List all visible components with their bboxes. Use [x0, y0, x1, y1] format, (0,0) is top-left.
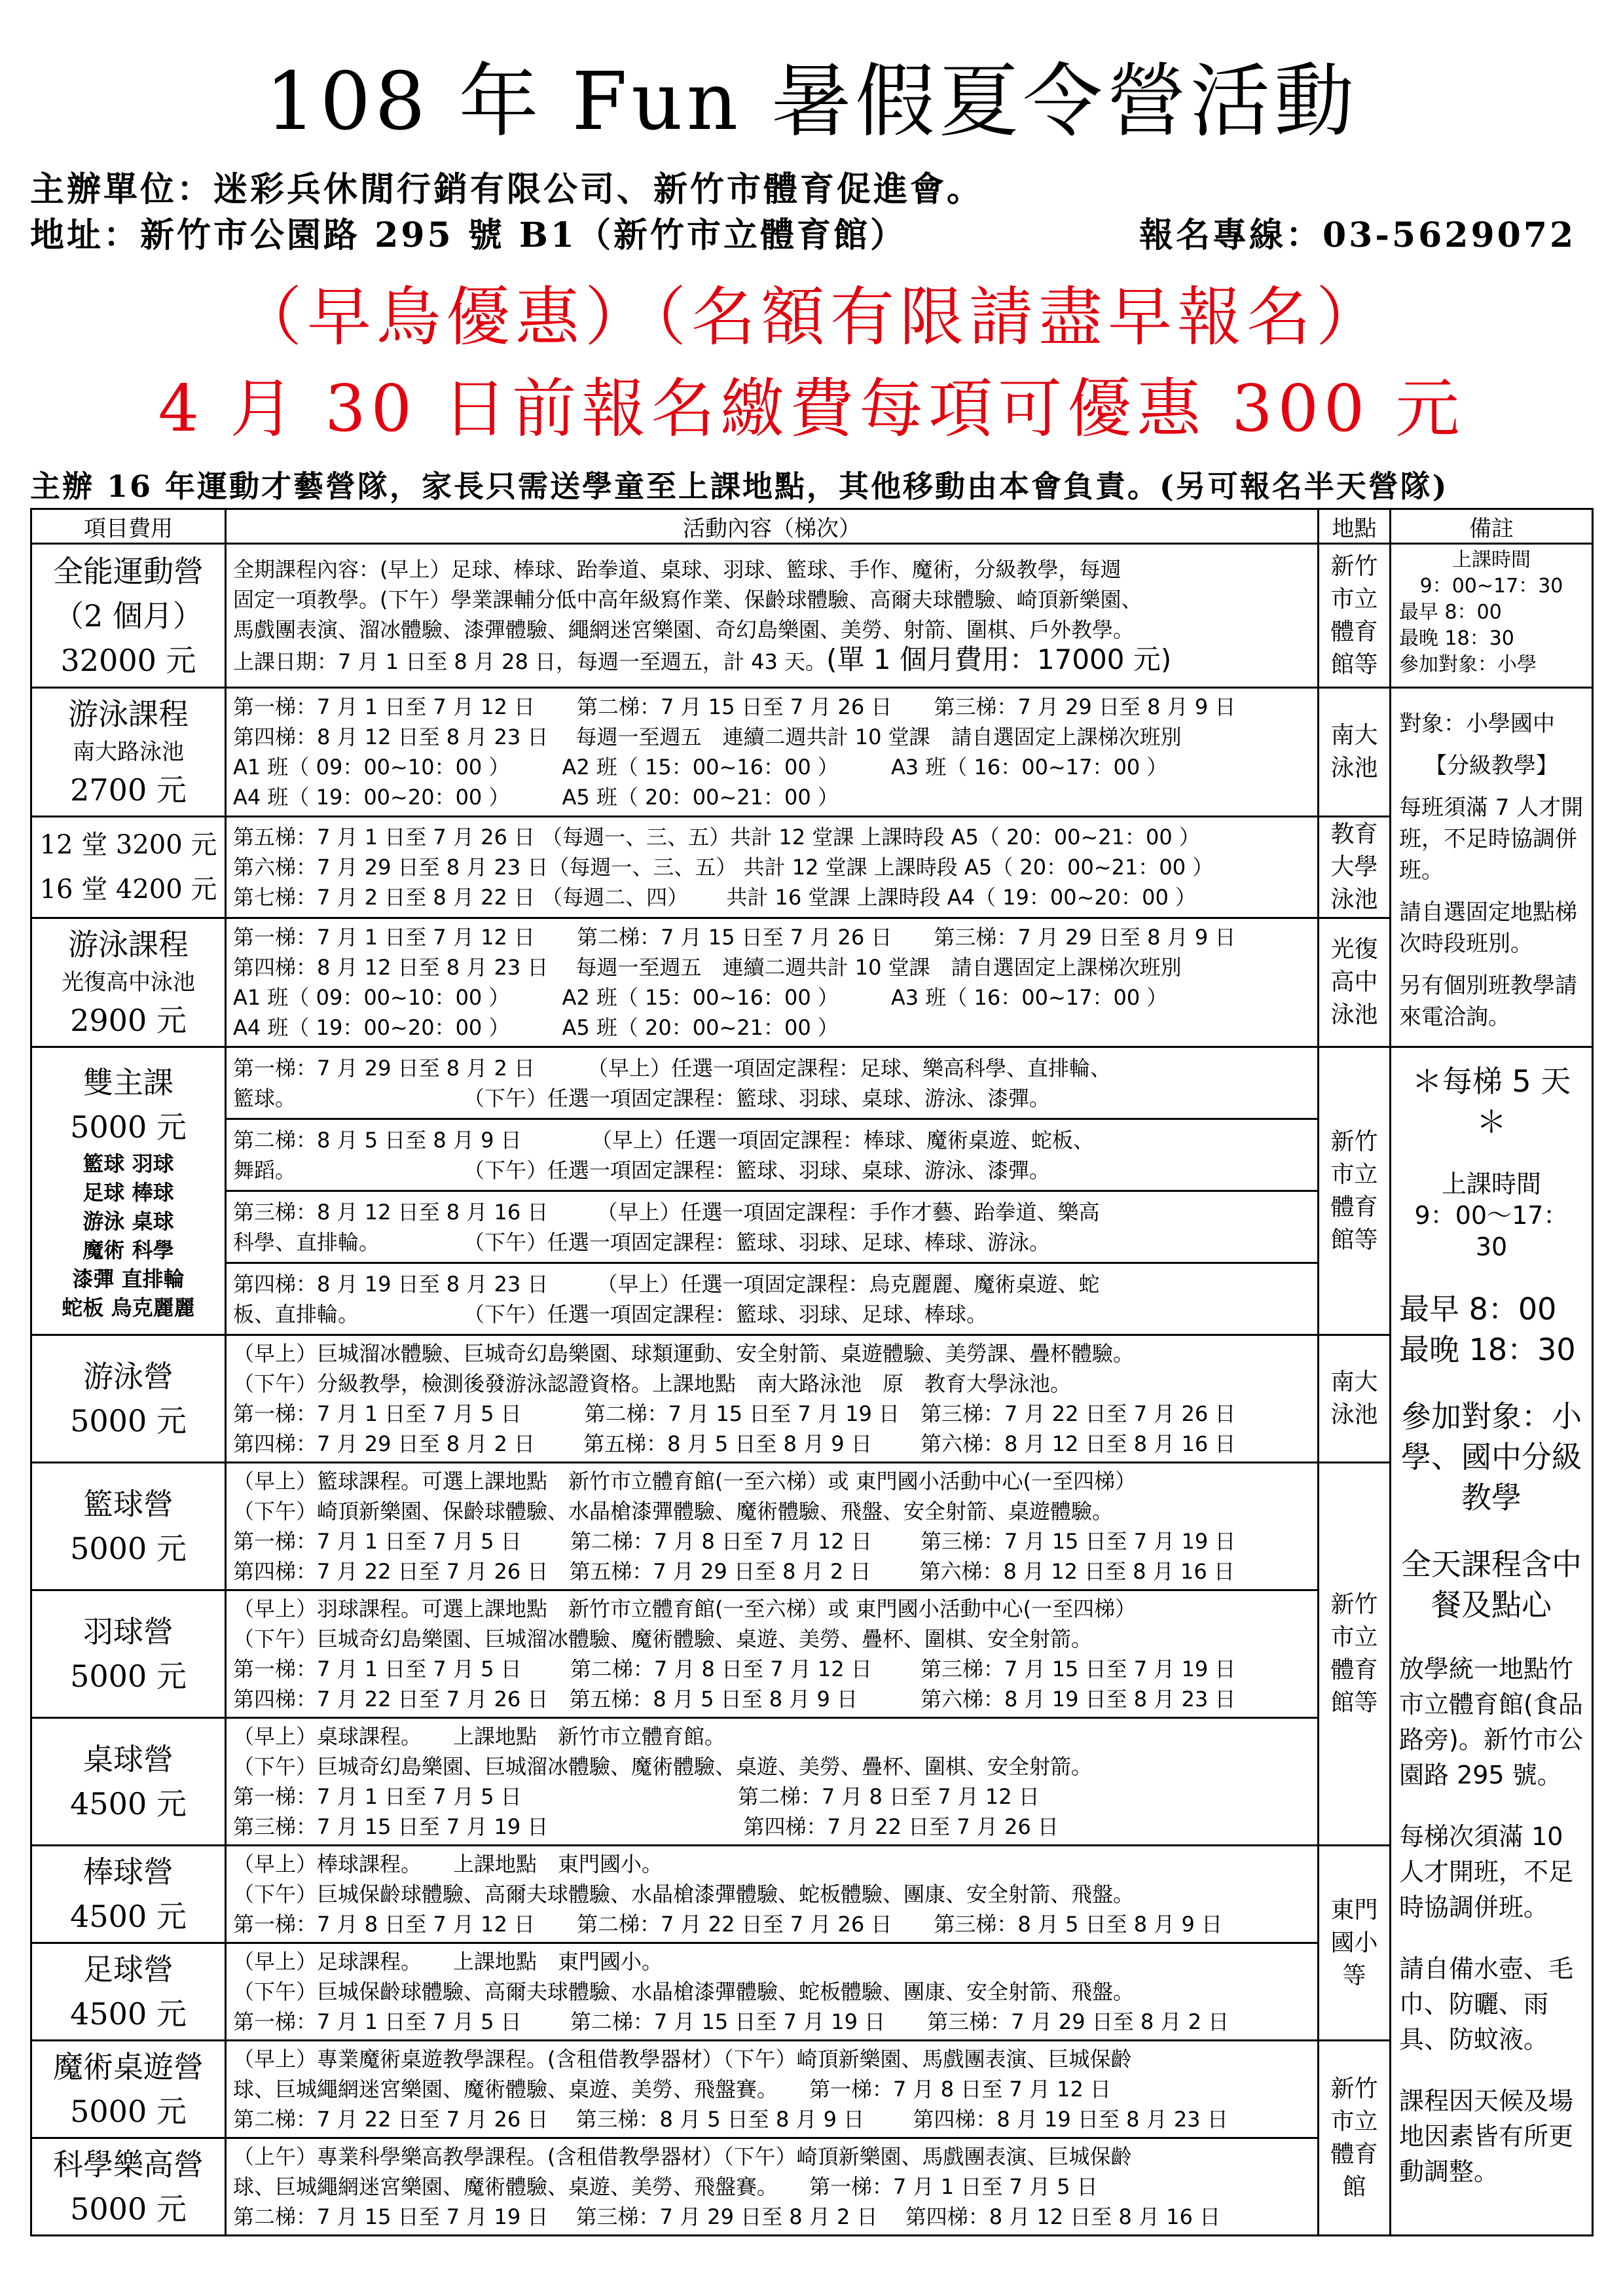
item-cell [31, 1463, 226, 1590]
item-name: 游泳課程 [68, 696, 189, 732]
content-line: （早上）專業魔術桌遊教學課程。(含租借教學器材）（下午）崎頂新樂園、馬戲團表演、巨城保齡 [233, 2047, 1132, 2072]
content-cell [226, 2041, 1319, 2138]
item-price: 32000 元 [60, 642, 196, 678]
item-cell [31, 817, 226, 918]
location-cell: 光復高中泳池 [1319, 918, 1391, 1047]
content-line: 固定一項教學。(下午）學業課輔分低中高年級寫作業、保齡球體驗、高爾夫球體驗、崎頂新樂園、 [233, 587, 1142, 612]
camp-note-cell [1391, 1047, 1593, 2236]
item-option: 籃球 羽球 [82, 1151, 174, 1176]
item-price: 4500 元 [70, 1899, 187, 1934]
content-cell [226, 918, 1319, 1047]
table-row [31, 544, 1593, 688]
item-option: 漆彈 直排輪 [72, 1266, 185, 1291]
content-line: 第一梯：7 月 1 日至 7 月 5 日 第二梯：7 月 8 日至 7 月 12 日 第三梯：7 月 15 日至 7 月 19 日 [233, 1657, 1236, 1681]
content-line: 第六梯：7 月 29 日至 8 月 23 日（每週一、三、五） 共計 12 堂課 上課時段 A5（ 20：00~21：00 ） [233, 854, 1214, 880]
note-line: 9：00~17：30 [1419, 575, 1563, 598]
content-line: （早上）籃球課程。可選上課地點 新竹市立體育館(一至六梯）或 東門國小活動中心(一至四梯） [233, 1469, 1137, 1494]
note-line: 另有個別班教學請來電洽詢。 [1399, 973, 1577, 1030]
note-weather: 課程因天候及場地因素皆有所更動調整。 [1399, 2087, 1574, 2186]
content-line: 第一梯：7 月 1 日至 7 月 5 日 第二梯：7 月 8 日至 7 月 12 日 [233, 1784, 1040, 1809]
content-line: 第七梯：7 月 2 日至 8 月 22 日 （每週二、四） 共計 16 堂課 上課時段 A4（ 19：00~20：00 ） [233, 884, 1197, 910]
content-cell [226, 1943, 1319, 2041]
item-name: 籃球營 [83, 1486, 173, 1522]
content-cell [226, 1846, 1319, 1943]
content-line: （下午）巨城保齡球體驗、高爾夫球體驗、水晶槍漆彈體驗、蛇板體驗、團康、安全射箭、飛盤。 [233, 1882, 1135, 1907]
content-cell [226, 1047, 1319, 1119]
content-line: 球、巨城繩網迷宮樂園、魔術體驗、桌遊、美勞、飛盤賽。 第一梯：7 月 1 日至 7 月 5 日 [233, 2174, 1098, 2199]
note-cell [1391, 688, 1593, 1047]
table-row [31, 1846, 1593, 1943]
content-cell [226, 1263, 1319, 1335]
content-line: 第三梯：8 月 12 日至 8 月 16 日 （早上）任選一項固定課程：手作才藝、跆拳道、樂高 [233, 1199, 1100, 1225]
table-row [31, 1463, 1593, 1590]
note-target: 參加對象：小學、國中分級教學 [1401, 1399, 1582, 1515]
note-pickup: 放學統一地點竹市立體育館(食品路旁)。新竹市公園路 295 號。 [1399, 1655, 1583, 1789]
item-price: 2900 元 [70, 1002, 187, 1038]
item-name: 游泳營 [83, 1359, 173, 1394]
item-cell [31, 2041, 226, 2138]
item-option: 游泳 桌球 [82, 1208, 174, 1234]
content-line: 上課日期：7 月 1 日至 8 月 28 日，每週一至週五，計 43 天。 [233, 649, 827, 674]
content-cell [226, 817, 1319, 918]
content-line: 第四梯：8 月 12 日至 8 月 23 日 每週一至週五 連續二週共計 10 堂課 請自選固定上課梯次班別 [233, 954, 1182, 980]
content-line: （早上）羽球課程。可選上課地點 新竹市立體育館(一至六梯）或 東門國小活動中心(一至四梯） [233, 1596, 1137, 1621]
note-min: 每梯次須滿 10 人才開班，不足時協調併班。 [1399, 1822, 1574, 1922]
content-line: （下午）崎頂新樂園、保齡球體驗、水晶槍漆彈體驗、魔術體驗、飛盤、安全射箭、桌遊體驗。 [233, 1499, 1114, 1524]
item-price: 4500 元 [70, 1786, 187, 1821]
content-cell [226, 2138, 1319, 2236]
item-price: 5000 元 [70, 1531, 187, 1566]
hotline-text: 報名專線：03-5629072 [1139, 215, 1577, 255]
item-name: 游泳課程 [68, 926, 189, 962]
content-cell [226, 1463, 1319, 1590]
item-name: 科學樂高營 [53, 2147, 204, 2182]
note-line: 參加對象：小學 [1399, 653, 1537, 676]
item-cell [31, 2138, 226, 2236]
content-line: 第二梯：8 月 5 日至 8 月 9 日 （早上）任選一項固定課程：棒球、魔術桌遊、蛇板、 [233, 1127, 1094, 1153]
table-row [31, 1335, 1593, 1463]
item-cell [31, 688, 226, 817]
item-cell [31, 1718, 226, 1846]
item-duration: （2 個月） [54, 598, 203, 634]
item-name: 魔術桌遊營 [53, 2049, 204, 2085]
content-cell [226, 1191, 1319, 1263]
note-early: 最早 8：00 [1399, 1291, 1557, 1327]
item-place: 光復高中泳池 [62, 969, 195, 996]
note-time-label: 上課時間 [1441, 1170, 1541, 1198]
item-name: 足球營 [83, 1952, 173, 1987]
item-option: 魔術 科學 [82, 1237, 174, 1263]
content-cell [226, 688, 1319, 817]
content-line: 第一梯：7 月 1 日至 7 月 12 日 第二梯：7 月 15 日至 7 月 26 日 第三梯：7 月 29 日至 8 月 9 日 [233, 924, 1236, 950]
item-name: 桌球營 [83, 1742, 173, 1777]
content-line: （早上）棒球課程。 上課地點 東門國小。 [233, 1852, 663, 1876]
item-price: 5000 元 [70, 2094, 187, 2129]
content-line: 科學、直排輪。 （下午）任選一項固定課程：籃球、羽球、足球、棒球、游泳。 [233, 1229, 1051, 1255]
content-cell [226, 1718, 1319, 1846]
content-line: 第四梯：7 月 22 日至 7 月 26 日 第五梯：8 月 5 日至 8 月 9 日 第六梯：8 月 19 日至 8 月 23 日 [233, 1687, 1236, 1712]
content-line: 舞蹈。 （下午）任選一項固定課程：籃球、羽球、桌球、游泳、漆彈。 [233, 1157, 1051, 1183]
item-price: 5000 元 [70, 1109, 187, 1145]
content-line: （早上）巨城溜冰體驗、巨城奇幻島樂園、球類運動、安全射箭、桌遊體驗、美勞課、疊杯體驗。 [233, 1341, 1135, 1366]
content-line: 第四梯：8 月 12 日至 8 月 23 日 每週一至週五 連續二週共計 10 堂課 請自選固定上課梯次班別 [233, 725, 1182, 750]
item-cell [31, 1590, 226, 1718]
item-price: 4500 元 [70, 1996, 187, 2032]
location-cell: 南大泳池 [1319, 1335, 1391, 1463]
note-late: 最晚 18：30 [1399, 1332, 1576, 1367]
item-price: 5000 元 [70, 2191, 187, 2227]
content-line: （下午）巨城奇幻島樂園、巨城溜冰體驗、魔術體驗、桌遊、美勞、疊杯、圍棋、安全射箭。 [233, 1626, 1093, 1651]
content-line: 第二梯：7 月 22 日至 7 月 26 日 第三梯：8 月 5 日至 8 月 9 日 第四梯：8 月 19 日至 8 月 23 日 [233, 2107, 1228, 2132]
content-line: 第一梯：7 月 29 日至 8 月 2 日 （早上）任選一項固定課程：足球、樂高科學、直排輪、 [233, 1055, 1112, 1081]
item-price: 5000 元 [70, 1659, 187, 1694]
note-meal: 全天課程含中餐及點心 [1401, 1547, 1582, 1623]
note-line: 最晚 18：30 [1399, 627, 1514, 650]
month-fee: (單 1 個月費用：17000 元) [826, 643, 1172, 675]
page-title: 108 年 Fun 暑假夏令營活動 [265, 55, 1358, 148]
content-line: 第四梯：8 月 19 日至 8 月 23 日 （早上）任選一項固定課程：烏克麗麗、魔術桌遊、蛇 [233, 1271, 1100, 1297]
item-name: 雙主課 [83, 1064, 173, 1100]
content-line: （上午）專業科學樂高教學課程。(含租借教學器材）（下午）崎頂新樂園、馬戲團表演、巨城保齡 [233, 2144, 1132, 2169]
location-cell: 東門國小等 [1319, 1846, 1391, 2041]
content-line: 第一梯：7 月 1 日至 7 月 5 日 第二梯：7 月 15 日至 7 月 19 日 第三梯：7 月 22 日至 7 月 26 日 [233, 1401, 1236, 1426]
intro-text: 主辦 16 年運動才藝營隊，家長只需送學童至上課地點，其他移動由本會負責。(另可報名半天營隊) [30, 469, 1449, 504]
content-cell [226, 1590, 1319, 1718]
table-header-row [31, 509, 1593, 544]
header-location: 地點 [1319, 509, 1391, 544]
item-cell [31, 1335, 226, 1463]
content-line: 第一梯：7 月 1 日至 7 月 12 日 第二梯：7 月 15 日至 7 月 26 日 第三梯：7 月 29 日至 8 月 9 日 [233, 694, 1236, 720]
item-price: 12 堂 3200 元 [39, 829, 217, 860]
item-price: 16 堂 4200 元 [39, 874, 217, 905]
item-price: 5000 元 [70, 1403, 187, 1439]
activity-table [30, 508, 1594, 2236]
content-line: 第一梯：7 月 1 日至 7 月 5 日 第二梯：7 月 8 日至 7 月 12 日 第三梯：7 月 15 日至 7 月 19 日 [233, 1529, 1236, 1554]
content-line: A4 班（ 19：00~20：00 ） A5 班（ 20：00~21：00 ） [233, 1014, 839, 1040]
content-line: 全期課程內容：(早上）足球、棒球、跆拳道、桌球、羽球、籃球、手作、魔術，分級教學，每週 [233, 557, 1122, 582]
note-time: 9：00～17：30 [1414, 1201, 1569, 1261]
item-cell [31, 1846, 226, 1943]
location-cell: 教育大學泳池 [1319, 817, 1391, 918]
organizer-text: 主辦單位：迷彩兵休閒行銷有限公司、新竹市體育促進會。 [30, 170, 984, 209]
content-line: （早上）足球課程。 上課地點 東門國小。 [233, 1949, 663, 1974]
note-line: 請自選固定地點梯次時段班別。 [1399, 899, 1577, 957]
table-row [31, 1047, 1593, 1119]
note-line: 上課時間 [1452, 548, 1531, 571]
content-line: （早上）桌球課程。 上課地點 新竹市立體育館。 [233, 1724, 726, 1749]
content-line: 第四梯：7 月 22 日至 7 月 26 日 第五梯：7 月 29 日至 8 月 2 日 第六梯：8 月 12 日至 8 月 16 日 [233, 1559, 1235, 1584]
note-line: 【分級教學】 [1425, 753, 1558, 779]
location-cell: 新竹市立體育館等 [1319, 544, 1391, 688]
item-cell [31, 544, 226, 688]
item-cell [31, 1943, 226, 2041]
content-line: 第一梯：7 月 1 日至 7 月 5 日 第二梯：7 月 15 日至 7 月 19 日 第三梯：7 月 29 日至 8 月 2 日 [233, 2009, 1230, 2034]
note-line: 最早 8：00 [1399, 601, 1502, 624]
content-line: （下午）巨城保齡球體驗、高爾夫球體驗、水晶槍漆彈體驗、蛇板體驗、團康、安全射箭、飛盤。 [233, 1979, 1135, 2004]
content-line: 第三梯：7 月 15 日至 7 月 19 日 第四梯：7 月 22 日至 7 月 26 日 [233, 1814, 1059, 1839]
note-per-batch: ＊每梯 5 天＊ [1412, 1064, 1571, 1139]
item-price: 2700 元 [70, 772, 187, 808]
note-line: 對象：小學國中 [1399, 711, 1555, 737]
table-row [31, 817, 1593, 918]
header-item-fee: 項目費用 [31, 509, 226, 544]
content-cell [226, 1119, 1319, 1191]
content-line: （下午）分級教學，檢測後發游泳認證資格。上課地點 南大路泳池 原 教育大學泳池。 [233, 1371, 1072, 1396]
content-line: 籃球。 （下午）任選一項固定課程：籃球、羽球、桌球、游泳、漆彈。 [233, 1085, 1051, 1111]
item-name: 棒球營 [83, 1854, 173, 1890]
header-content: 活動內容（梯次） [226, 509, 1319, 544]
header-note: 備註 [1391, 509, 1593, 544]
content-line: （下午）巨城奇幻島樂園、巨城溜冰體驗、魔術體驗、桌遊、美勞、疊杯、圍棋、安全射箭。 [233, 1754, 1093, 1779]
item-option: 蛇板 烏克麗麗 [62, 1295, 195, 1320]
content-line: A4 班（ 19：00~20：00 ） A5 班（ 20：00~21：00 ） [233, 785, 839, 810]
content-line: A1 班（ 09：00~10：00 ） A2 班（ 15：00~16：00 ） A3 班（ 16：00~17：00 ） [233, 755, 1168, 780]
content-line: 板、直排輪。 （下午）任選一項固定課程：籃球、羽球、足球、棒球。 [233, 1301, 988, 1327]
location-cell: 南大泳池 [1319, 688, 1391, 817]
item-cell [31, 918, 226, 1047]
table-row [31, 688, 1593, 817]
note-cell [1391, 544, 1593, 688]
discount-banner: 4 月 30 日前報名繳費每項可優惠 300 元 [158, 372, 1465, 446]
note-bring: 請自備水壺、毛巾、防曬、雨具、防蚊液。 [1399, 1954, 1574, 2054]
early-bird-banner: （早鳥優惠）（名額有限請盡早報名） [237, 280, 1385, 355]
table-row [31, 918, 1593, 1047]
content-line: 馬戲團表演、溜冰體驗、漆彈體驗、繩網迷宮樂園、奇幻島樂園、美勞、射箭、圍棋、戶外教學。 [233, 617, 1135, 642]
item-name: 羽球營 [83, 1614, 173, 1649]
content-line: 第五梯：7 月 1 日至 7 月 26 日 （每週一、三、五）共計 12 堂課 上課時段 A5（ 20：00~21：00 ） [233, 824, 1200, 850]
content-line: 第一梯：7 月 8 日至 7 月 12 日 第二梯：7 月 22 日至 7 月 26 日 第三梯：8 月 5 日至 8 月 9 日 [233, 1912, 1223, 1937]
content-cell [226, 544, 1319, 688]
item-cell [31, 1047, 226, 1335]
location-cell: 新竹市立體育館等 [1319, 1047, 1391, 1335]
location-cell: 新竹市立體育館 [1319, 2041, 1391, 2236]
content-line: 第二梯：7 月 15 日至 7 月 19 日 第三梯：7 月 29 日至 8 月 2 日 第四梯：8 月 12 日至 8 月 16 日 [233, 2204, 1221, 2229]
content-cell [226, 1335, 1319, 1463]
location-cell: 新竹市立體育館等 [1319, 1463, 1391, 1846]
note-line: 每班須滿 7 人才開班，不足時協調併班。 [1399, 795, 1584, 884]
content-line: A1 班（ 09：00~10：00 ） A2 班（ 15：00~16：00 ） A3 班（ 16：00~17：00 ） [233, 984, 1168, 1010]
item-place: 南大路泳池 [73, 739, 184, 766]
item-name: 全能運動營 [53, 553, 204, 589]
content-line: 第四梯：7 月 29 日至 8 月 2 日 第五梯：8 月 5 日至 8 月 9 日 第六梯：8 月 12 日至 8 月 16 日 [233, 1431, 1236, 1456]
content-line: 球、巨城繩網迷宮樂園、魔術體驗、桌遊、美勞、飛盤賽。 第一梯：7 月 8 日至 7 月 12 日 [233, 2077, 1112, 2102]
table-row [31, 2041, 1593, 2138]
address-text: 地址：新竹市公園路 295 號 B1（新竹市立體育館） [30, 215, 907, 255]
item-option: 足球 棒球 [82, 1179, 174, 1205]
